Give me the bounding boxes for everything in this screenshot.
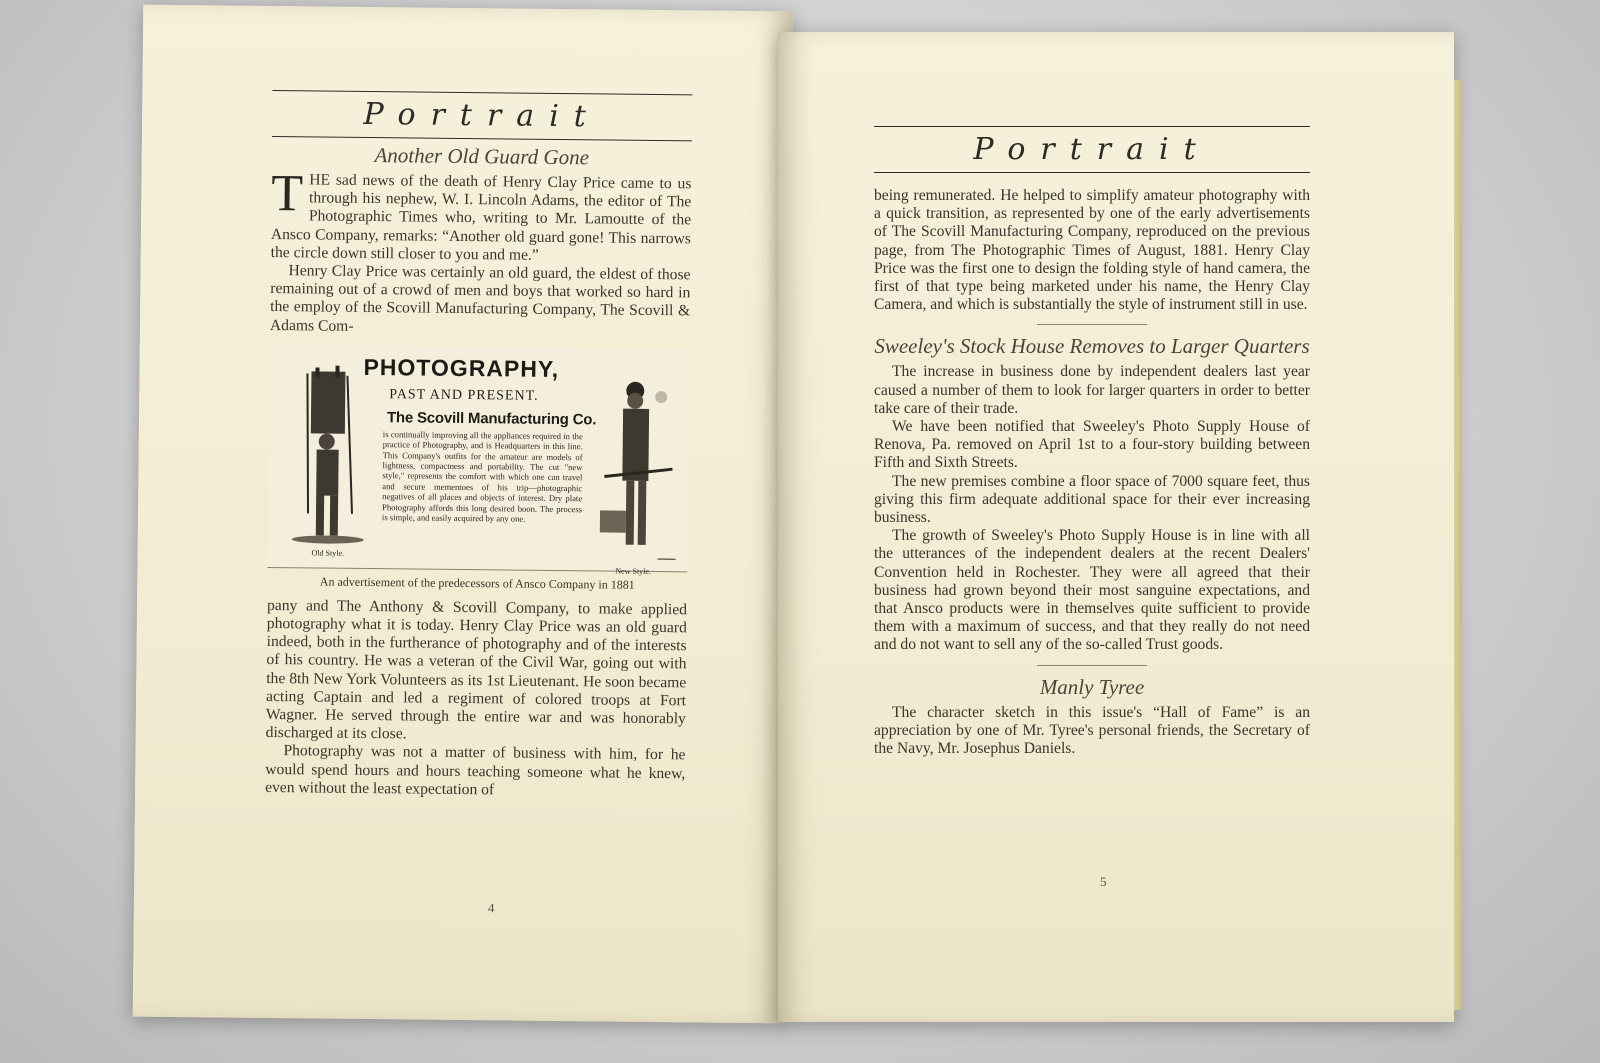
section-divider (1037, 324, 1147, 325)
article-paragraph: pany and The Anthony & Scovill Company, to make applied photography what it is today. Henry Clay Price was an old guard indeed, both in the furtherance of photography and of the interests of his country. He was a veteran of the Civil War, going out with the 8th New York Volunteers as its 1st Lieutenant. He soon became acting Captain and led a regiment of colored troops at Fort Wagner. He served through the entire war and was honorably discharged at its close. (265, 596, 688, 743)
advertisement-image (267, 345, 689, 576)
ad-subtitle: PAST AND PRESENT. (389, 387, 539, 404)
old-style-photographer-illustration (286, 363, 368, 548)
article-paragraph: Henry Clay Price was certainly an old guard, the eldest of those remaining out of a crowd of men and boys that worked so hard in the employ of the Scovill Manufacturing Company, The Scovill & Adams Com- (269, 262, 691, 335)
right-masthead (874, 126, 1310, 173)
article-paragraph: The character sketch in this issue's “Hall of Fame” is an appreciation by one of Mr. Tyree's personal friends, the Secretary of the Navy, Mr. Josephus Daniels. (874, 703, 1310, 758)
booklet-edge (1454, 80, 1462, 1010)
page-number: 5 (1100, 874, 1107, 889)
page-number: 4 (487, 900, 495, 916)
ad-company-name: The Scovill Manufacturing Co. (386, 409, 597, 429)
section-divider (1037, 665, 1147, 666)
article-paragraph: being remunerated. He helped to simplify amateur photography with a quick transition, as represented by one of the early advertisements of The Scovill Manufacturing Company, reproduced on the previous page, from The Photographic Times of August, 1881. Henry Clay Price was the first one to design the folding style of hand camera, the first of that type being marketed under his name, the Henry Clay Camera, and which is substantially the style of instrument still in use. (874, 187, 1310, 314)
drop-cap: T (271, 164, 304, 223)
ad-title: PHOTOGRAPHY, (363, 353, 560, 382)
left-masthead (272, 90, 692, 141)
masthead-top-rule (874, 126, 1310, 127)
ad-new-style-label: New Style. (615, 566, 652, 576)
advertisement-text (363, 353, 597, 525)
masthead-title: Portrait (363, 96, 602, 135)
new-style-photographer-illustration (597, 378, 679, 565)
article-paragraph (270, 164, 692, 266)
article-title: Another Old Guard Gone (374, 143, 590, 170)
advertisement-caption: An advertisement of the predecessors of Ansco Company in 1881 (319, 574, 635, 592)
section-title-manly-tyree: Manly Tyree (1039, 674, 1145, 699)
right-page-content (874, 126, 1310, 758)
left-page (133, 5, 794, 1024)
ad-old-style-label: Old Style. (311, 548, 345, 558)
article-paragraph: The new premises combine a floor space of 7000 square feet, thus giving this firm adequate additional space for their ever increasing business. (874, 472, 1310, 527)
right-page (778, 32, 1454, 1022)
article-paragraph: We have been notified that Sweeley's Photo Supply House of Renova, Pa. removed on April 1st to a four-story building between Fifth and Sixth Streets. (874, 418, 1310, 472)
paragraph-text: HE sad news of the death of Henry Clay Price came to us through his nephew, W. I. Lincoln Adams, the editor of The Photographic Times who, writing to Mr. Lamoutte of the Ansco Company, remarks: “Another old guard gone! This narrows the circle down still closer to you and me.” (270, 171, 692, 264)
article-paragraph: The increase in business done by independent dealers last year caused a number of them to look for larger quarters in order to better take care of their trade. (874, 363, 1310, 417)
article-paragraph: Photography was not a matter of business with him, for he would spend hours and hours teaching someone what he knew, even without the least expectation of (265, 742, 686, 799)
ad-body-text: is continually improving all the appliances required in the practice of Photography, and is Headquarters in this line. This Company's outfits for the amateur are models of lightness, compactness and portability. The cut "new style," represents the comfort with which one can travel and secure mementoes of his trip—photographic negatives of all places and objects of interest. Dry plate Photography affords this long desired boon. The process is simple, and easily acquired by any one. (381, 428, 583, 524)
left-page-content (265, 90, 692, 801)
article-paragraph: The growth of Sweeley's Photo Supply House is in line with all the utterances of the independent dealers at the recent Dealers' Convention held in Rochester. They were all agreed that their business had grown beyond their most sanguine expectations, and that Ansco products were in themselves quite sufficient to provide them with a maximum of success, and that they really do not need and do not want to sell any of the so-called Trust goods. (874, 527, 1310, 654)
masthead-title: Portrait (973, 132, 1211, 167)
masthead-bottom-rule (874, 172, 1310, 173)
section-title-sweeley: Sweeley's Stock House Removes to Larger Quarters (874, 334, 1310, 359)
